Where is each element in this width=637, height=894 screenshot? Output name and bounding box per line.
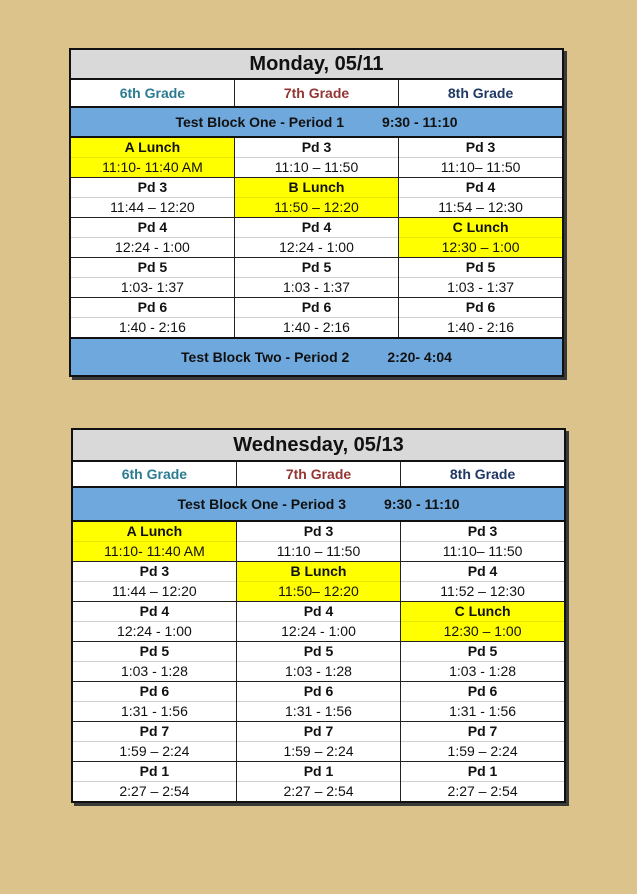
period-name: Pd 5 bbox=[303, 643, 334, 659]
period-row bbox=[70, 178, 563, 218]
schedule-cell bbox=[236, 562, 400, 602]
period-time: 1:31 - 1:56 bbox=[401, 701, 564, 721]
schedule-cell bbox=[72, 762, 236, 803]
period-time: 1:03 - 1:37 bbox=[235, 277, 398, 297]
period-time: 1:03- 1:37 bbox=[71, 277, 234, 297]
test-block-two bbox=[70, 338, 563, 376]
period-time: 12:24 - 1:00 bbox=[73, 621, 236, 641]
test-block-time: 9:30 - 11:10 bbox=[382, 114, 458, 130]
period-row bbox=[70, 218, 563, 258]
period-time: 1:40 - 2:16 bbox=[71, 317, 234, 337]
period-row bbox=[72, 602, 565, 642]
period-row bbox=[72, 521, 565, 562]
period-name: Pd 6 bbox=[301, 299, 332, 315]
schedule-cell bbox=[236, 722, 400, 762]
period-time: 1:59 – 2:24 bbox=[401, 741, 564, 761]
period-name: Pd 4 bbox=[303, 603, 334, 619]
period-row bbox=[72, 562, 565, 602]
test-block-one bbox=[70, 107, 563, 137]
period-name: Pd 1 bbox=[303, 763, 334, 779]
schedule-cell bbox=[70, 137, 234, 178]
period-name: Pd 7 bbox=[139, 723, 170, 739]
period-name: Pd 5 bbox=[465, 259, 496, 275]
grade-header-7th: 7th Grade bbox=[236, 461, 400, 487]
schedule-title: Wednesday, 05/13 bbox=[72, 429, 565, 461]
schedule-title: Monday, 05/11 bbox=[70, 49, 563, 79]
schedule-cell bbox=[399, 137, 563, 178]
grade-header-8th: 8th Grade bbox=[399, 79, 563, 107]
schedule-cell bbox=[72, 722, 236, 762]
period-name: Pd 4 bbox=[137, 219, 168, 235]
period-time: 2:27 – 2:54 bbox=[73, 781, 236, 801]
period-time: 1:03 - 1:37 bbox=[399, 277, 562, 297]
period-time: 12:24 - 1:00 bbox=[237, 621, 400, 641]
period-time: 2:27 – 2:54 bbox=[401, 781, 564, 801]
period-time: 11:44 – 12:20 bbox=[71, 197, 234, 217]
schedule-cell bbox=[72, 562, 236, 602]
period-name: C Lunch bbox=[454, 603, 511, 619]
period-time: 11:54 – 12:30 bbox=[399, 197, 562, 217]
schedule-cell bbox=[72, 682, 236, 722]
period-time: 11:10- 11:40 AM bbox=[71, 157, 234, 177]
period-name: Pd 4 bbox=[465, 179, 496, 195]
period-time: 2:27 – 2:54 bbox=[237, 781, 400, 801]
schedule-cell bbox=[399, 178, 563, 218]
period-time: 11:10– 11:50 bbox=[401, 541, 564, 561]
schedule-cell bbox=[399, 298, 563, 339]
schedule-cell bbox=[70, 258, 234, 298]
schedule-cell bbox=[234, 298, 398, 339]
schedule-cell bbox=[234, 137, 398, 178]
period-name: Pd 5 bbox=[467, 643, 498, 659]
period-name: Pd 6 bbox=[137, 299, 168, 315]
period-time: 12:24 - 1:00 bbox=[71, 237, 234, 257]
period-row bbox=[72, 642, 565, 682]
period-name: Pd 6 bbox=[465, 299, 496, 315]
schedule-cell bbox=[399, 218, 563, 258]
period-time: 1:03 - 1:28 bbox=[401, 661, 564, 681]
schedule-cell bbox=[399, 258, 563, 298]
schedule-cell bbox=[401, 521, 565, 562]
schedule-cell bbox=[234, 218, 398, 258]
schedule-cell bbox=[401, 762, 565, 803]
schedule-cell bbox=[236, 521, 400, 562]
period-name: Pd 6 bbox=[139, 683, 170, 699]
period-time: 1:59 – 2:24 bbox=[237, 741, 400, 761]
test-block-time: 2:20- 4:04 bbox=[387, 349, 452, 365]
period-time: 12:30 – 1:00 bbox=[401, 621, 564, 641]
period-name: Pd 3 bbox=[467, 523, 498, 539]
period-time: 11:10– 11:50 bbox=[399, 157, 562, 177]
period-time: 11:50– 12:20 bbox=[237, 581, 400, 601]
schedule-cell bbox=[401, 642, 565, 682]
schedule-cell bbox=[70, 218, 234, 258]
schedule-cell bbox=[236, 602, 400, 642]
period-time: 12:24 - 1:00 bbox=[235, 237, 398, 257]
period-name: Pd 5 bbox=[137, 259, 168, 275]
period-name: Pd 1 bbox=[139, 763, 170, 779]
period-row bbox=[70, 258, 563, 298]
period-time: 1:59 – 2:24 bbox=[73, 741, 236, 761]
period-row bbox=[72, 682, 565, 722]
schedule-cell bbox=[236, 642, 400, 682]
period-row bbox=[72, 762, 565, 803]
schedule-cell bbox=[234, 178, 398, 218]
period-time: 1:40 - 2:16 bbox=[399, 317, 562, 337]
schedule-cell bbox=[72, 602, 236, 642]
period-name: C Lunch bbox=[452, 219, 509, 235]
period-name: B Lunch bbox=[290, 563, 347, 579]
period-name: A Lunch bbox=[124, 139, 181, 155]
period-time: 1:40 - 2:16 bbox=[235, 317, 398, 337]
period-name: B Lunch bbox=[288, 179, 345, 195]
schedule-cell bbox=[234, 258, 398, 298]
monday-schedule-table bbox=[69, 48, 564, 377]
period-name: A Lunch bbox=[126, 523, 183, 539]
schedule-cell bbox=[236, 682, 400, 722]
period-name: Pd 3 bbox=[465, 139, 496, 155]
period-name: Pd 3 bbox=[301, 139, 332, 155]
period-name: Pd 4 bbox=[139, 603, 170, 619]
period-row bbox=[70, 298, 563, 339]
period-name: Pd 7 bbox=[467, 723, 498, 739]
test-block-label: Test Block Two - Period 2 bbox=[181, 349, 350, 365]
schedule-cell bbox=[401, 682, 565, 722]
schedule-cell bbox=[401, 722, 565, 762]
period-time: 1:03 - 1:28 bbox=[73, 661, 236, 681]
period-time: 11:10- 11:40 AM bbox=[73, 541, 236, 561]
period-name: Pd 3 bbox=[303, 523, 334, 539]
schedule-cell bbox=[72, 521, 236, 562]
period-time: 11:44 – 12:20 bbox=[73, 581, 236, 601]
grade-header-8th: 8th Grade bbox=[401, 461, 565, 487]
test-block-label: Test Block One - Period 3 bbox=[177, 496, 347, 512]
period-row bbox=[70, 137, 563, 178]
period-time: 11:52 – 12:30 bbox=[401, 581, 564, 601]
period-name: Pd 5 bbox=[139, 643, 170, 659]
schedule-cell bbox=[70, 298, 234, 339]
period-time: 1:31 - 1:56 bbox=[73, 701, 236, 721]
schedule-cell bbox=[72, 642, 236, 682]
period-time: 11:10 – 11:50 bbox=[237, 541, 400, 561]
grade-header-7th: 7th Grade bbox=[234, 79, 398, 107]
period-time: 11:50 – 12:20 bbox=[235, 197, 398, 217]
test-block-time: 9:30 - 11:10 bbox=[384, 496, 460, 512]
test-block-one bbox=[72, 487, 565, 521]
period-name: Pd 3 bbox=[139, 563, 170, 579]
period-name: Pd 6 bbox=[303, 683, 334, 699]
schedule-cell bbox=[401, 562, 565, 602]
period-name: Pd 1 bbox=[467, 763, 498, 779]
period-time: 12:30 – 1:00 bbox=[399, 237, 562, 257]
period-name: Pd 4 bbox=[467, 563, 498, 579]
period-name: Pd 4 bbox=[301, 219, 332, 235]
period-name: Pd 3 bbox=[137, 179, 168, 195]
schedule-cell bbox=[401, 602, 565, 642]
schedule-cell bbox=[236, 762, 400, 803]
period-name: Pd 6 bbox=[467, 683, 498, 699]
period-time: 11:10 – 11:50 bbox=[235, 157, 398, 177]
grade-header-6th: 6th Grade bbox=[72, 461, 236, 487]
schedule-cell bbox=[70, 178, 234, 218]
test-block-label: Test Block One - Period 1 bbox=[175, 114, 345, 130]
period-row bbox=[72, 722, 565, 762]
wednesday-schedule-table bbox=[71, 428, 566, 803]
period-time: 1:03 - 1:28 bbox=[237, 661, 400, 681]
period-name: Pd 5 bbox=[301, 259, 332, 275]
period-name: Pd 7 bbox=[303, 723, 334, 739]
period-time: 1:31 - 1:56 bbox=[237, 701, 400, 721]
grade-header-6th: 6th Grade bbox=[70, 79, 234, 107]
